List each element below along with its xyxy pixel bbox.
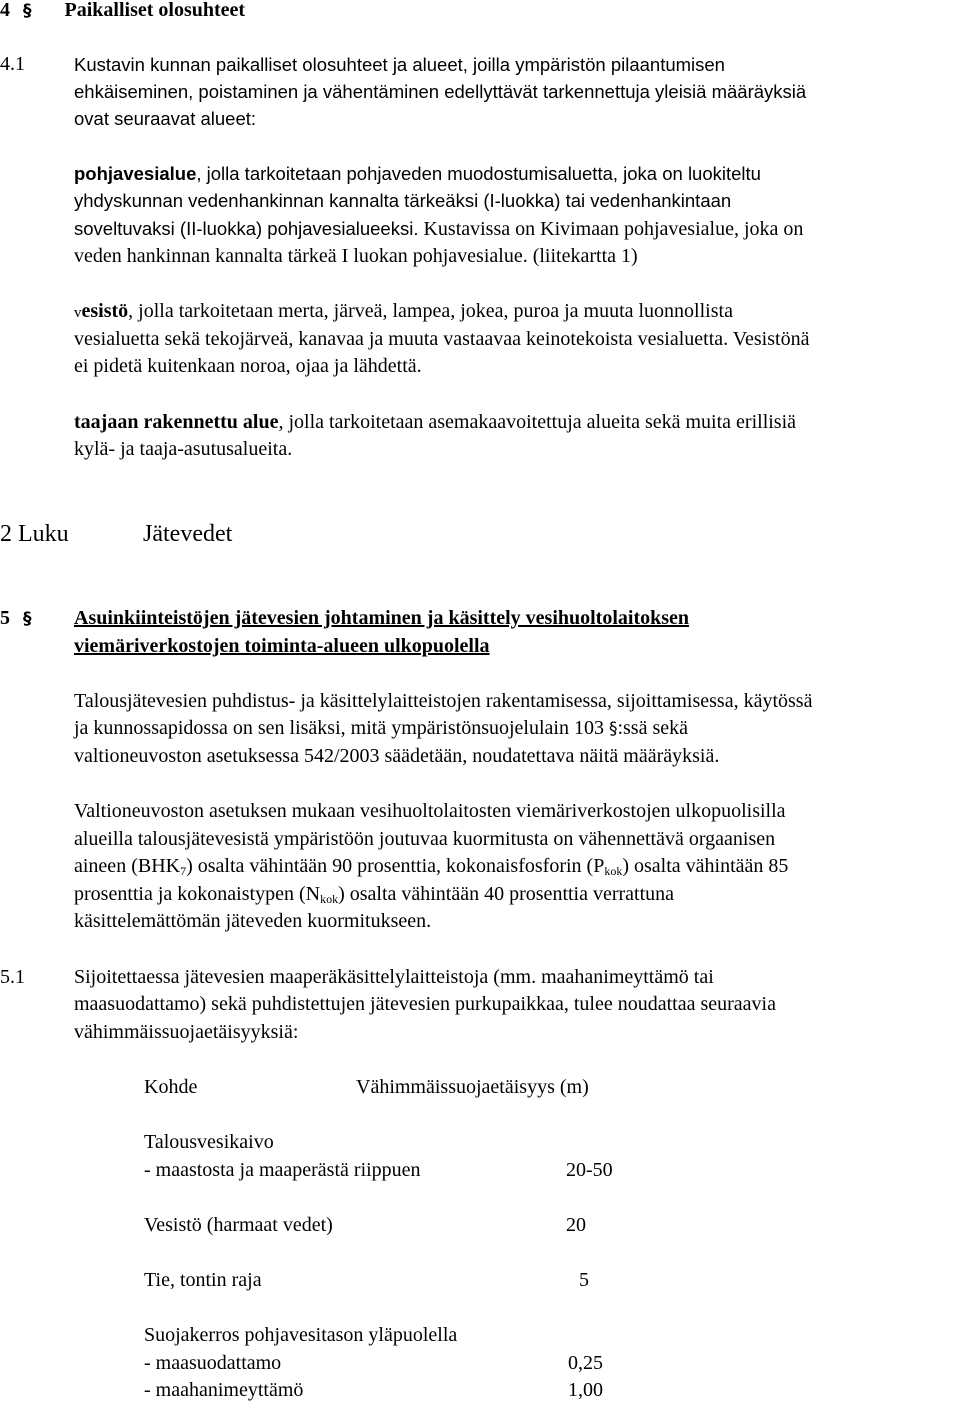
table-header-distance: Vähimmäissuojaetäisyys (m) — [356, 1076, 589, 1098]
chapter-title: Jätevedet — [143, 521, 233, 547]
paragraph-line: Talousjätevesien puhdistus- ja käsittelylaitteistojen rakentamisessa, sijoittamisessa, käytössä — [74, 690, 813, 712]
paragraph-line: prosenttia ja kokonaistypen $(N_{kok})$ osalta vähintään 40 prosenttia verrattuna — [74, 883, 675, 906]
paragraph-line: Kustavin kunnan paikalliset olosuhteet ja alueet, joilla ympäristön pilaantumisen — [74, 54, 725, 75]
section-title-line: Asuinkiinteistöjen jätevesien johtaminen ja käsittely vesihuoltolaitoksen — [74, 607, 690, 629]
paragraph-line: vähimmäissuojaetäisyyksiä: — [74, 1021, 299, 1043]
chapter-heading — [0, 519, 233, 549]
definition-line: taajaan rakennettu alue, jolla tarkoitetaan asemakaavoitettuja alueita sekä muita erillisiä — [74, 411, 797, 433]
definition-term: esistö — [81, 300, 129, 322]
paragraph-line: valtioneuvoston asetuksessa 542/2003 säädetään, noudatettava näitä määräyksiä. — [74, 745, 720, 767]
paragraph-line: aineen $(BHK_7)$ osalta vähintään 90 prosenttia, kokonaisfosforin $(P_{kok})$ osalta vähintään 85 — [74, 855, 789, 878]
definition-term: pohjavesialue — [74, 163, 197, 184]
section-title: Paikalliset olosuhteet — [64, 0, 246, 21]
definition-line: pohjavesialue, jolla tarkoitetaan pohjaveden muodostumisaluetta, joka on luokiteltu — [74, 163, 761, 184]
definition-line: kylä- ja taaja-asutusalueita. — [74, 438, 293, 460]
paragraph-line: alueilla talousjätevesistä ympäristöön joutuvaa kuormitusta on vähennettävä orgaanisen — [74, 828, 776, 850]
paragraph-line: ehkäiseminen, poistaminen ja vähentäminen edellyttävät tarkennettuja yleisiä määräyksiä — [74, 81, 807, 102]
table-group-title: Suojakerros pohjavesitason yläpuolella — [144, 1324, 458, 1346]
table-row-label: - maasuodattamo — [144, 1352, 282, 1374]
definition-term-initial: v — [74, 305, 82, 321]
table-row-value: 5 — [579, 1269, 589, 1291]
subsection-number: 4.1 — [0, 53, 25, 75]
section-title-line: viemäriverkostojen toiminta-alueen ulkopuolella — [74, 635, 490, 657]
definition-line: yhdyskunnan vedenhankinnan kannalta tärkeäksi (I-luokka) tai vedenhankintaan — [74, 190, 732, 211]
section-symbol: § — [23, 609, 32, 629]
table-header-kohde: Kohde — [144, 1076, 198, 1098]
section-number: 5 — [0, 607, 10, 629]
definition-line: veden hankinnan kannalta tärkeä I luokan pohjavesialue. (liitekartta 1) — [74, 245, 638, 267]
paragraph-line: ovat seuraavat alueet: — [74, 108, 257, 129]
table-row-label: - maastosta ja maaperästä riippuen — [144, 1159, 421, 1181]
paragraph-line: Valtioneuvoston asetuksen mukaan vesihuoltolaitosten viemäriverkostojen ulkopuolisilla — [74, 800, 786, 822]
definition-term: taajaan rakennettu alue — [74, 411, 279, 433]
definition-line: ei pidetä kuitenkaan noroa, ojaa ja lähdettä. — [74, 355, 422, 377]
table-row-label: Tie, tontin raja — [144, 1269, 262, 1291]
definition-line: soveltuvaksi (II-luokka) pohjavesialueeksi. Kustavissa on Kivimaan pohjavesialue, joka on — [74, 218, 804, 240]
subsection-number: 5.1 — [0, 966, 25, 988]
definition-line: vesistö, jolla tarkoitetaan merta, järveä, lampea, jokea, puroa ja muuta luonnollista — [74, 300, 733, 322]
paragraph-line: käsittelemättömän jäteveden kuormitukseen. — [74, 910, 432, 932]
table-row-value: 20 — [566, 1214, 586, 1236]
section-symbol: § — [23, 1, 32, 21]
table-group-title: Talousvesikaivo — [144, 1131, 274, 1153]
chapter-number: 2 Luku — [0, 521, 69, 547]
table-row-value: 20-50 — [566, 1159, 613, 1181]
paragraph-line: Sijoitettaessa jätevesien maaperäkäsittelylaitteistoja (mm. maahanimeyttämö tai — [74, 966, 714, 988]
section-5-heading — [0, 605, 32, 633]
table-row-value: 0,25 — [568, 1352, 603, 1374]
definition-line: vesialuetta sekä tekojärveä, kanavaa ja muuta vastaavaa keinotekoista vesialuetta. Vesistönä — [74, 328, 810, 350]
paragraph-line: maasuodattamo) sekä puhdistettujen jätevesien purkupaikkaa, tulee noudattaa seuraavia — [74, 993, 776, 1015]
table-row-label: - maahanimeyttämö — [144, 1379, 304, 1401]
paragraph-line: ja kunnossapidossa on sen lisäksi, mitä ympäristönsuojelulain 103 §:ssä sekä — [74, 717, 688, 739]
section-symbol: § — [608, 719, 618, 739]
table-row-label: Vesistö (harmaat vedet) — [144, 1214, 333, 1236]
section-number: 4 — [0, 0, 10, 21]
table-row-value: 1,00 — [568, 1379, 603, 1401]
section-4-heading — [0, 0, 245, 25]
